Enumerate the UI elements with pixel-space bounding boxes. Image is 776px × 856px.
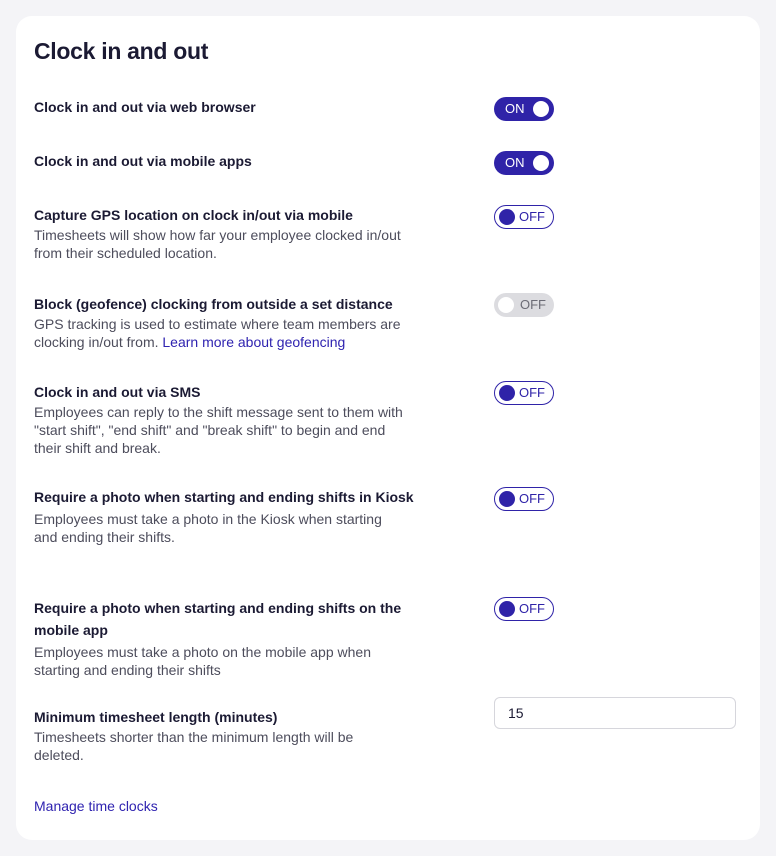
toggle-knob [499, 601, 515, 617]
setting-kiosk-photo [34, 486, 744, 546]
setting-description: Employees must take a photo on the mobile app when starting and ending their shifts [34, 644, 371, 678]
toggle-text: ON [505, 101, 525, 116]
geofencing-learn-more-link[interactable]: Learn more about geofencing [162, 334, 346, 350]
setting-label: Require a photo when starting and ending shifts in Kiosk [34, 489, 414, 505]
setting-label: Clock in and out via SMS [34, 384, 201, 400]
toggle-text: OFF [519, 491, 545, 506]
setting-label: Block (geofence) clocking from outside a set distance [34, 296, 393, 312]
min-timesheet-length-input[interactable] [494, 697, 736, 729]
toggle-knob [533, 101, 549, 117]
setting-description: Employees must take a photo in the Kiosk when starting and ending their shifts. [34, 511, 382, 545]
page-title: Clock in and out [34, 38, 209, 64]
setting-label: Minimum timesheet length (minutes) [34, 709, 278, 725]
setting-label: Clock in and out via mobile apps [34, 153, 252, 169]
manage-time-clocks-link[interactable]: Manage time clocks [34, 798, 158, 814]
clock-settings-card [16, 16, 760, 840]
setting-label: Clock in and out via web browser [34, 99, 256, 115]
toggle-knob [499, 491, 515, 507]
toggle-text: OFF [520, 297, 546, 312]
gps-toggle[interactable] [494, 205, 554, 229]
geofence-toggle[interactable] [494, 293, 554, 317]
setting-description: Timesheets will show how far your employee clocked in/out from their scheduled location. [34, 227, 401, 261]
toggle-text: OFF [519, 601, 545, 616]
setting-gps [34, 204, 744, 262]
setting-sms [34, 381, 744, 457]
setting-label: Capture GPS location on clock in/out via mobile [34, 207, 353, 223]
web-browser-toggle[interactable] [494, 97, 554, 121]
setting-geofence [34, 293, 744, 351]
setting-mobile-apps [34, 150, 744, 172]
description-text: GPS tracking is used to estimate where team members are clocking in/out from. [34, 316, 401, 350]
setting-min-length [34, 706, 744, 764]
toggle-text: ON [505, 155, 525, 170]
toggle-text: OFF [519, 385, 545, 400]
toggle-knob [498, 297, 514, 313]
setting-description [34, 315, 404, 351]
toggle-knob [499, 209, 515, 225]
mobile-photo-toggle[interactable] [494, 597, 554, 621]
sms-toggle[interactable] [494, 381, 554, 405]
toggle-text: OFF [519, 209, 545, 224]
setting-description: Employees can reply to the shift message sent to them with "start shift", "end shift" and "break shift" to begin and end their shift and break. [34, 404, 403, 456]
toggle-knob [533, 155, 549, 171]
kiosk-photo-toggle[interactable] [494, 487, 554, 511]
setting-description: Timesheets shorter than the minimum length will be deleted. [34, 729, 354, 763]
toggle-knob [499, 385, 515, 401]
setting-web-browser [34, 96, 744, 118]
setting-mobile-photo [34, 597, 744, 679]
mobile-apps-toggle[interactable] [494, 151, 554, 175]
setting-label: Require a photo when starting and ending shifts on the mobile app [34, 600, 402, 638]
